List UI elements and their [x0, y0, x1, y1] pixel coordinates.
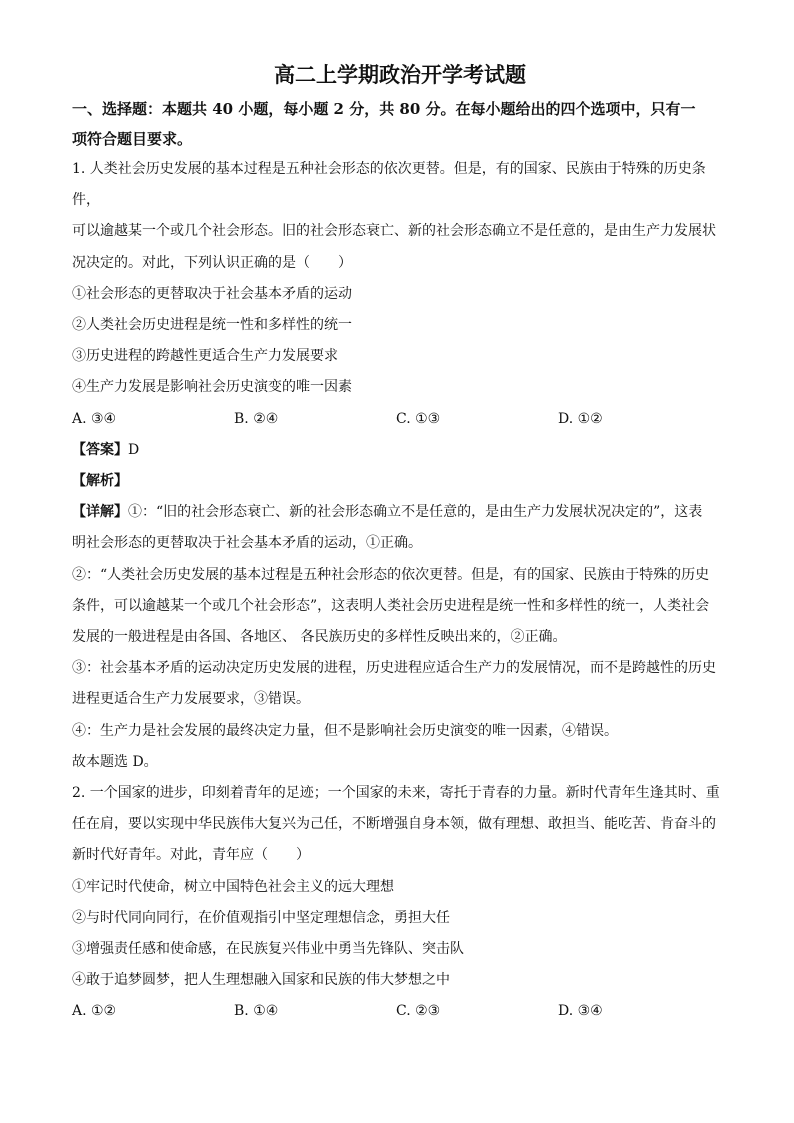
document-page: [72, 60, 728, 1028]
detail-line: 明社会形态的更替取决于社会基本矛盾的运动，①正确。: [72, 535, 422, 552]
question-1-options: [72, 404, 728, 435]
page-title: 高二上学期政治开学考试题: [274, 62, 526, 87]
question-2-option-a: A. ①②: [72, 1003, 117, 1020]
detail-label: 【详解】: [72, 504, 128, 521]
detail-line: ③：社会基本矛盾的运动决定历史发展的进程，历史进程应适合生产力的发展情况，而不是跨越性的历史: [72, 660, 716, 677]
question-2-option-d: D. ③④: [558, 1003, 603, 1020]
question-1-stem-line: 可以逾越某一个或几个社会形态。旧的社会形态衰亡、新的社会形态确立不是任意的，是由生产力发展状: [72, 223, 716, 240]
question-1-statement: ②人类社会历史进程是统一性和多样性的统一: [72, 317, 352, 334]
question-1-answer: [72, 435, 728, 466]
detail-line: [72, 497, 728, 528]
detail-line: 条件，可以逾越某一个或几个社会形态”，这表明人类社会历史进程是统一性和多样性的统一，人类社会: [72, 597, 710, 614]
question-2-statement: ③增强责任感和使命感，在民族复兴伟业中勇当先锋队、突击队: [72, 941, 464, 958]
question-1-option-d: D. ①②: [558, 410, 603, 427]
question-2-stem-line: 新时代好青年。对此，青年应（ ）: [72, 847, 310, 864]
question-1: [72, 154, 728, 778]
question-1-statement: ①社会形态的更替取决于社会基本矛盾的运动: [72, 285, 352, 302]
question-1-statement: ③历史进程的跨越性更适合生产力发展要求: [72, 348, 338, 365]
question-2-statement: ②与时代同向同行，在价值观指引中坚定理想信念，勇担大任: [72, 909, 450, 926]
detail-line: 发展的一般进程是由各国、各地区、 各民族历史的多样性反映出来的，②正确。: [72, 629, 567, 646]
detail-line: ②：“人类社会历史发展的基本过程是五种社会形态的依次更替。但是，有的国家、民族由于特殊的历史: [72, 566, 710, 583]
section-heading-line: 一、选择题：本题共 40 小题，每小题 2 分，共 80 分。在每小题给出的四个选项中，只有一: [72, 100, 696, 118]
answer-label: 【答案】: [72, 441, 128, 458]
question-2-stem-line: 任在肩，要以实现中华民族伟大复兴为己任，不断增强自身本领，做有理想、敢担当、能吃苦、肯奋斗的: [72, 816, 716, 833]
section-heading-line: 项符合题目要求。: [72, 130, 193, 148]
question-2-statement: ④敢于追梦圆梦，把人生理想融入国家和民族的伟大梦想之中: [72, 972, 450, 989]
question-2-options: [72, 996, 728, 1027]
question-2-statement: ①牢记时代使命，树立中国特色社会主义的远大理想: [72, 878, 394, 895]
analysis-label: 【解析】: [72, 473, 128, 490]
question-1-option-b: B. ②④: [234, 410, 279, 427]
question-1-stem-line: 况决定的。对此，下列认识正确的是（ ）: [72, 254, 352, 271]
answer-value: D: [128, 441, 140, 458]
detail-line: ④：生产力是社会发展的最终决定力量，但不是影响社会历史演变的唯一因素，④错误。: [72, 722, 618, 739]
detail-line: 进程更适合生产力发展要求，③错误。: [72, 691, 310, 708]
section-heading: [72, 94, 728, 154]
question-1-option-a: A. ③④: [72, 410, 117, 427]
question-2-stem-line: 2. 一个国家的进步，印刻着青年的足迹；一个国家的未来，寄托于青春的力量。新时代青年生逢其时、重: [72, 785, 720, 802]
detail-line: 故本题选 D。: [72, 753, 158, 770]
detail-text: ①：“旧的社会形态衰亡、新的社会形态确立不是任意的，是由生产力发展状况决定的”，这表: [128, 504, 703, 521]
question-1-stem-line: 1. 人类社会历史发展的基本过程是五种社会形态的依次更替。但是，有的国家、民族由于特殊的历史条件，: [72, 161, 706, 209]
question-1-option-c: C. ①③: [396, 410, 441, 427]
question-2-option-c: C. ②③: [396, 1003, 441, 1020]
question-2-option-b: B. ①④: [234, 1003, 279, 1020]
question-1-statement: ④生产力发展是影响社会历史演变的唯一因素: [72, 379, 352, 396]
question-2: [72, 778, 728, 1028]
